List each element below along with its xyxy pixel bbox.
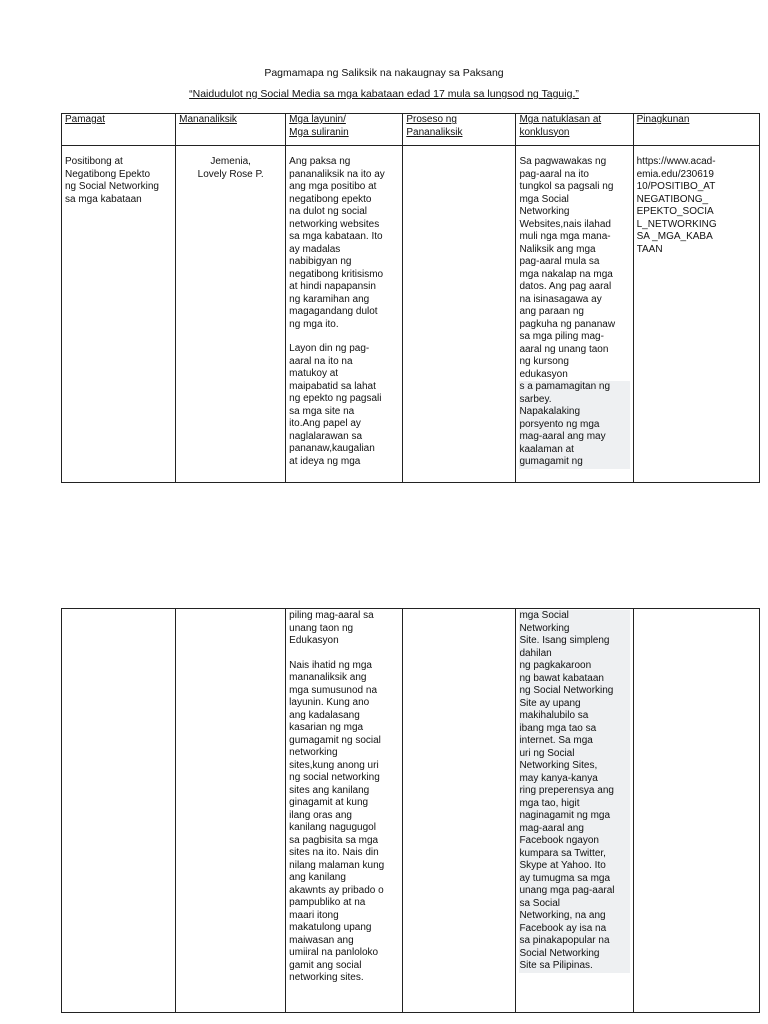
header-pinagkunan: Pinagkunan: [636, 114, 690, 125]
header-cell-pamagat: [62, 114, 176, 146]
layunin-paragraph-1: Ang paksa ng pananaliksik na ito ay ang mga positibo at negatibong epekto na dulot ng social networking websites sa mga kabataan. Ito ay madalas nabibigyan ng negatibong kritisismo at hindi napapansin ng karamihan ang magagandang dulot ng mga ito.: [289, 156, 385, 330]
header-cell-pinagkunan: [633, 114, 759, 146]
document-subtitle: “Naidudulot ng Social Media sa mga kabataan edad 17 mula sa lungsod ng Taguig.”: [189, 88, 579, 100]
header-pamagat: Pamagat: [65, 114, 106, 125]
cell-layunin: [286, 609, 403, 1013]
document-title: Pagmamapa ng Saliksik na nakaugnay sa Paksang: [264, 67, 504, 79]
natuklasan-text-a: Sa pagwawakas ng pag-aaral na ito tungkol sa pagsali ng mga Social Networking Websites,nais ilahad muli nga mga mana- Naliksik ang mga pag-aaral mula sa mga nakalap na mga datos. Ang pag aaral na isinasagawa ay ang paraan ng pagkuha ng pananaw sa mga piling mag- aaral ng unang taon ng kursong edukasyon: [519, 156, 616, 380]
header-mananaliksik: Mananaliksik: [179, 114, 237, 125]
cell-natuklasan: [516, 146, 633, 483]
cell-pamagat: [62, 146, 176, 483]
header-natuklasan: Mga natuklasan at konklusyon: [519, 114, 602, 138]
cell-natuklasan: [516, 609, 633, 1013]
header-cell-proseso: [403, 114, 516, 146]
header-proseso: Proseso ng Pananaliksik: [406, 114, 463, 138]
cell-proseso: [403, 609, 516, 1013]
table-row: [62, 146, 760, 483]
header-layunin: Mga layunin/ Mga suliranin: [289, 114, 349, 138]
cell-pinagkunan: [633, 609, 759, 1013]
cell-layunin: [286, 146, 403, 483]
natuklasan-text-b: s a pamamagitan ng sarbey. Napakalaking porsyento ng mga mag-aaral ang may kaalaman at gumagamit ng: [519, 381, 629, 469]
layunin-paragraph-2: Nais ihatid ng mga mananaliksik ang mga sumusunod na layunin. Kung ano ang kadalasang kasarian ng mga gumagamit ng social networking sites,kung anong uri ng social networking sites ang kanilang ginagamit at kung ilang oras ang kanilang nagugugol sa pagbisita sa mga sites na ito. Nais din nilang malaman kung ang kanilang akawnts ay pribado o pampubliko at na maari itong makatulong upang maiwasan ang umiiral na panloloko gamit ang social networking sites.: [289, 659, 385, 983]
cell-pamagat: [62, 609, 176, 1013]
header-cell-natuklasan: [516, 114, 633, 146]
cell-mananaliksik: [176, 146, 286, 483]
pamagat-text: Positibong at Negatibong Epekto ng Social Networking sa mga kabataan: [65, 156, 159, 205]
layunin-paragraph-1: piling mag-aaral sa unang taon ng Edukasyon: [289, 610, 374, 646]
table-header-row: [62, 114, 760, 146]
header-cell-mananaliksik: [176, 114, 286, 146]
cell-mananaliksik: [176, 609, 286, 1013]
pinagkunan-url: https://www.acad- emia.edu/230619 10/POSITIBO_AT NEGATIBONG_ EPEKTO_SOCIA L_NETWORKING SA _MGA_KABA TAAN: [636, 156, 717, 255]
cell-pinagkunan: [633, 146, 759, 483]
mananaliksik-text: Jemenia, Lovely Rose P.: [197, 156, 264, 180]
layunin-paragraph-2: Layon din ng pag- aaral na ito na matukoy at maipabatid sa lahat ng epekto ng pagsali sa mga site na ito.Ang papel ay naglalarawan sa pananaw,kaugalian at ideya ng mga: [289, 343, 382, 467]
natuklasan-text: mga Social Networking Site. Isang simpleng dahilan ng pagkakaroon ng bawat kabataan ng Social Networking Site ay upang makihalubilo sa ibang mga tao sa internet. Sa mga uri ng Social Networking Sites, may kanya-kanya ring preperensya ang mga tao, higit naginagamit ng mga mag-aaral ang Facebook ngayon kumpara sa Twitter, Skype at Yahoo. Ito ay tumugma sa mga unang mga pag-aaral sa Social Networking, na ang Facebook ay isa na sa pinakapopular na Social Networking Site sa Pilipinas.: [519, 610, 629, 973]
table-row: [62, 609, 760, 1013]
research-map-table-page2: [61, 608, 760, 1013]
header-cell-layunin: [286, 114, 403, 146]
cell-proseso: [403, 146, 516, 483]
research-map-table-page1: [61, 113, 760, 483]
